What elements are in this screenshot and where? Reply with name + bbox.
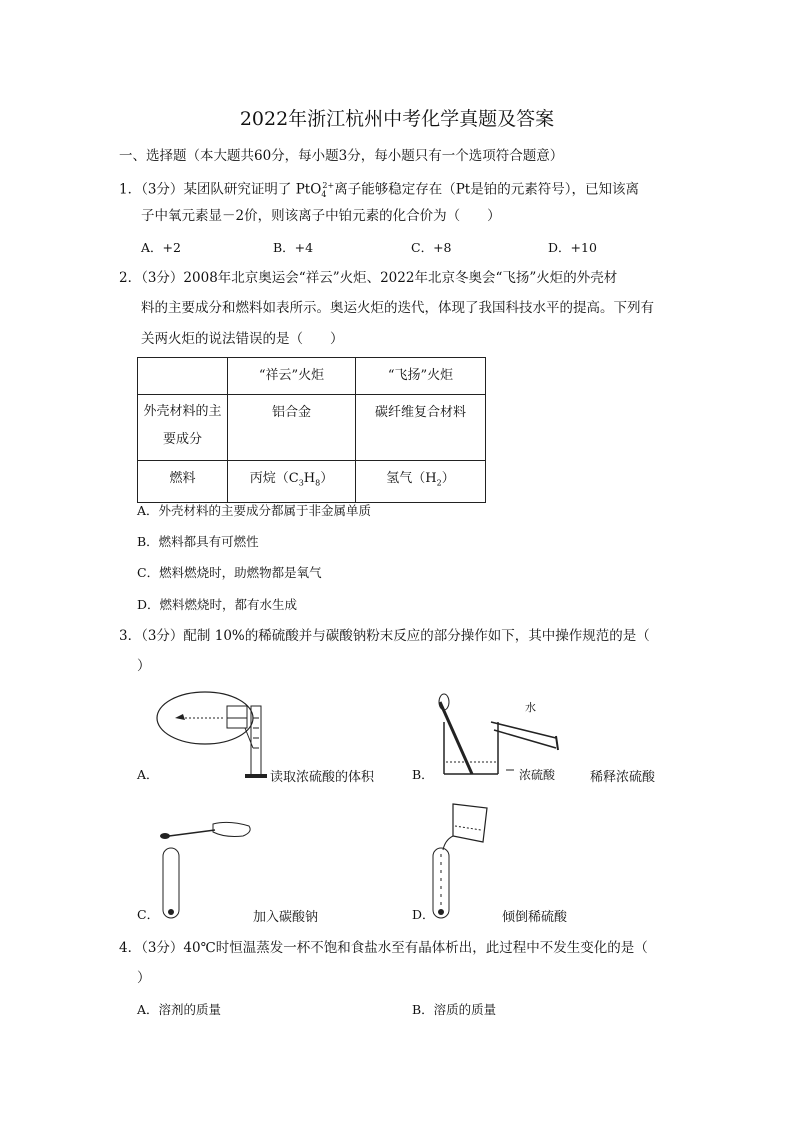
cell-text: 氢气（H xyxy=(386,471,437,486)
option-a: A．+2 xyxy=(141,240,181,255)
cell-text: H xyxy=(303,471,316,486)
water-label: 水 xyxy=(525,701,536,714)
question-text: （3分）配制 10%的稀硫酸并与碳酸钠粉末反应的部分操作如下，其中操作规范的是（ xyxy=(141,628,650,644)
formula-subscript: 2 xyxy=(436,478,442,488)
option-a-letter: A． xyxy=(137,767,159,782)
cell-text: ） xyxy=(320,471,334,486)
option-c-caption: 加入碳酸钠 xyxy=(253,910,319,925)
formula-subscript: 8 xyxy=(315,478,321,488)
question-4-line-1 xyxy=(119,938,648,958)
question-number: 3． xyxy=(119,628,142,644)
table-row-label-fuel: 燃料 xyxy=(138,461,228,503)
row-label-line: 要成分 xyxy=(162,432,202,447)
table-cell-shell-xiangyun: 铝合金 xyxy=(228,395,356,461)
formula-subscript: 4 xyxy=(321,190,327,200)
question-2-line-2: 料的主要成分和燃料如表所示。奥运火炬的迭代，体现了我国科技水平的提高。下列有 xyxy=(141,300,654,316)
question-1-line-1 xyxy=(119,176,639,205)
question-score: （3分） xyxy=(141,181,184,198)
table-cell-shell-feiyang: 碳纤维复合材料 xyxy=(356,395,486,461)
question-2-line-1 xyxy=(119,268,617,288)
formula-superscript: 2+ xyxy=(322,181,335,190)
option-d-caption: 倾倒稀硫酸 xyxy=(502,910,568,925)
option-d: D．+10 xyxy=(548,240,597,255)
table-corner-cell xyxy=(138,358,228,395)
option-d-letter: D． xyxy=(412,907,435,922)
question-4-line-2: ） xyxy=(137,970,151,986)
table-row-label-shell xyxy=(138,395,228,461)
option-b-caption: 稀释浓硫酸 xyxy=(590,770,656,785)
option-a: A．外壳材料的主要成分都属于非金属单质 xyxy=(137,503,372,518)
question-text: （3分）2008年北京奥运会“祥云”火炬、2022年北京冬奥会“飞扬”火炬的外壳材 xyxy=(141,270,618,286)
question-number: 4． xyxy=(119,940,142,956)
page-title: 2022年浙江杭州中考化学真题及答案 xyxy=(239,108,555,130)
row-label-line: 外壳材料的主 xyxy=(143,404,222,419)
question-text: （3分）40℃时恒温蒸发一杯不饱和食盐水至有晶体析出，此过程中不发生变化的是（ xyxy=(141,940,648,956)
table-header-xiangyun: “祥云”火炬 xyxy=(228,358,356,395)
pour-acid-illustration xyxy=(425,796,505,926)
acid-label: 浓硫酸 xyxy=(519,768,556,782)
question-2-line-3: 关两火炬的说法错误的是（ ） xyxy=(141,331,344,347)
cell-text: ） xyxy=(441,471,455,486)
question-text: 离子能够稳定存在（Pt是铂的元素符号），已知该离 xyxy=(334,181,639,198)
question-3-line-1 xyxy=(119,626,650,646)
section-heading: 一、选择题（本大题共60分，每小题3分，每小题只有一个选项符合题意） xyxy=(119,148,564,164)
question-1-line-2: 子中氧元素显－2价，则该离子中铂元素的化合价为（ ） xyxy=(141,208,501,224)
cylinder-reading-illustration xyxy=(155,688,275,783)
option-a: A．溶剂的质量 xyxy=(137,1002,222,1017)
table-cell-fuel-feiyang xyxy=(356,461,486,503)
table-header-feiyang: “飞扬”火炬 xyxy=(356,358,486,395)
question-number: 2． xyxy=(119,270,142,286)
question-number: 1． xyxy=(119,181,142,198)
add-powder-illustration xyxy=(155,812,265,922)
option-b: B．+4 xyxy=(273,240,314,255)
cell-text: 丙烷（C xyxy=(249,471,299,486)
question-3-line-2: ） xyxy=(137,658,151,674)
table-cell-fuel-xiangyun xyxy=(228,461,356,503)
option-c-letter: C． xyxy=(137,907,160,922)
option-d: D．燃料燃烧时，都有水生成 xyxy=(137,597,298,612)
option-b: B．溶质的质量 xyxy=(412,1002,497,1017)
torch-comparison-table xyxy=(137,357,486,503)
option-a-caption: 读取浓硫酸的体积 xyxy=(270,770,375,785)
option-c: C．燃料燃烧时，助燃物都是氧气 xyxy=(137,565,322,580)
option-c: C．+8 xyxy=(411,240,452,255)
question-text: 某团队研究证明了 PtO xyxy=(183,181,322,198)
option-b: B．燃料都具有可燃性 xyxy=(137,534,259,549)
formula-subscript: 3 xyxy=(298,478,304,488)
option-b-letter: B． xyxy=(412,767,434,782)
